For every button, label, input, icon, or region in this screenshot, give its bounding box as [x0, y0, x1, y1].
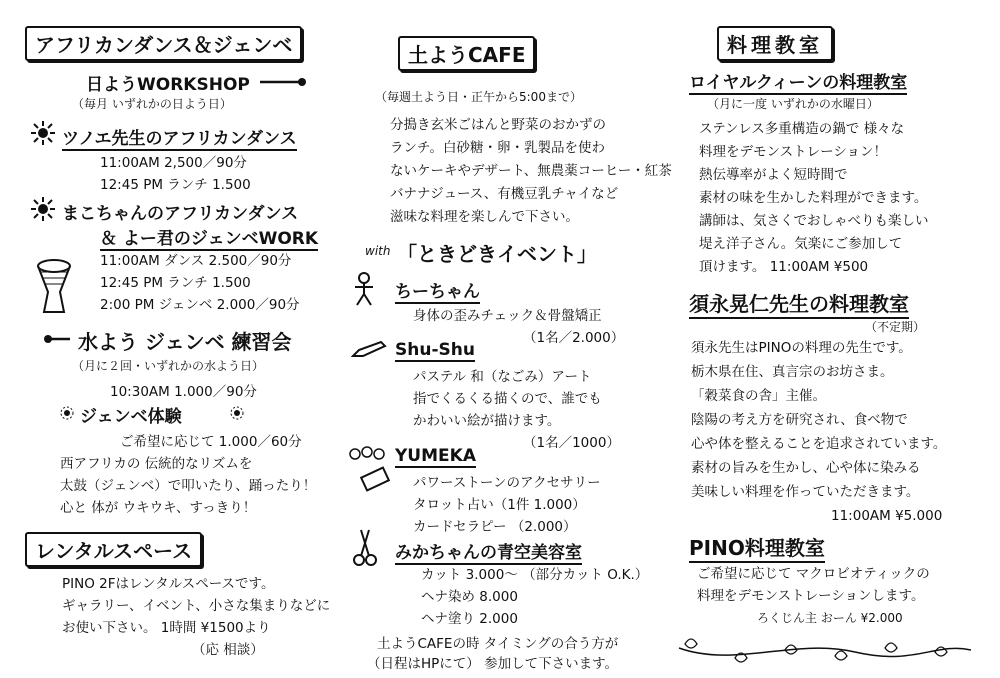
cafe-desc-line: バナナジュース、有機豆乳チャイなど	[390, 186, 619, 202]
sun-icon	[30, 120, 56, 146]
cafe-note: （毎週土よう日・正午から5:00まで）	[375, 90, 582, 104]
arrow-icon	[258, 72, 308, 92]
scissors-icon	[353, 528, 377, 568]
cafe-desc-line: ランチ。白砂糖・卵・乳製品を使わ	[390, 140, 606, 156]
event3-row: パワーストーンのアクセサリー	[413, 475, 601, 491]
royal-row: ステンレス多重構造の鍋で 様々な	[699, 121, 905, 137]
cafe-desc-line: ないケーキやデザート、無農薬コーヒー・紅茶	[390, 163, 672, 179]
stones-icon	[349, 446, 393, 498]
event2-row: 指でくるくる描くので、誰でも	[413, 391, 602, 407]
event4-title: みかちゃんの青空美容室	[395, 538, 582, 565]
practice-note: （月に２回・いずれかの水よう日）	[72, 359, 265, 373]
sunaga-row: 須永先生はPINOの料理の先生です。	[691, 340, 912, 356]
practice-row: 10:30AM 1.000／90分	[110, 384, 257, 400]
royal-row: 頂けます。 11:00AM ¥500	[699, 259, 869, 275]
flower-icon	[230, 406, 244, 420]
sunaga-row: 陰陽の考え方を研究され、食べ物で	[691, 412, 908, 428]
column-cooking-class	[665, 0, 1000, 678]
workshop-note: （毎月 いずれかの日よう日）	[72, 97, 232, 111]
experience-row: ご希望に応じて 1.000／60分	[120, 434, 302, 450]
sunaga-row: 「穀菜食の舎」主催。	[691, 388, 826, 404]
event4-row: ヘナ塗り 2.000	[421, 611, 518, 627]
event-title: 「ときどきイベント」	[397, 242, 597, 266]
sec1-row: 11:00AM 2,500／90分	[100, 155, 247, 171]
event3-row: カードセラピー （2.000）	[413, 519, 577, 535]
cafe-desc	[390, 114, 672, 229]
event3-rows	[413, 472, 601, 538]
event2-row: パステル 和（なごみ）アート	[413, 369, 592, 385]
cafe-title: 土ようCAFE	[398, 36, 535, 71]
sec2-row: 12:45 PM ランチ 1.500	[100, 275, 251, 291]
sec2-row: 11:00AM ダンス 2.500／90分	[100, 253, 292, 269]
djembe-icon	[32, 258, 76, 316]
experience-row: 太鼓（ジェンベ）で叩いたり、踊ったり！	[60, 478, 317, 494]
sec1-rows	[100, 152, 251, 196]
with-label: with	[365, 244, 391, 258]
sec2-title-2: ＆ よー君のジェンベWORK	[100, 224, 318, 251]
vine-decoration-icon	[675, 628, 975, 668]
pino-title: PINO料理教室	[689, 532, 825, 563]
royal-note: （月に一度 いずれかの水曜日）	[707, 97, 879, 111]
event3-row: タロット占い（1件 1.000）	[413, 497, 586, 513]
royal-row: 熱伝導率がよく短時間で	[699, 167, 848, 183]
event4-row: ヘナ染め 8.000	[421, 589, 518, 605]
rental-row: お使い下さい。 1時間 ¥1500より	[62, 620, 271, 636]
event3-title: YUMEKA	[395, 446, 476, 466]
sec2-rows	[100, 250, 300, 316]
pino-row: 料理をデモンストレーションします。	[697, 588, 925, 604]
cafe-desc-line: 滋味な料理を楽しんで下さい。	[390, 209, 579, 225]
experience-row: 心と 体が ウキウキ、すっきり！	[60, 500, 257, 516]
cafe-footer-line: 土ようCAFEの時 タイミングの合う方が	[377, 636, 619, 652]
cafe-footer-line: （日程はHPにて） 参加して下さいます。	[367, 656, 619, 672]
rental-row: ギャラリー、イベント、小さな集まりなどに	[62, 598, 331, 614]
sunaga-rows	[691, 336, 946, 528]
cafe-footer	[367, 634, 618, 674]
sunaga-row: 美味しい料理を作っていただきます。	[691, 484, 920, 500]
column-african-dance	[0, 0, 335, 678]
event4-row: カット 3.000〜 （部分カット O.K.）	[421, 567, 649, 583]
cafe-desc-line: 分搗き玄米ごはんと野菜のおかずの	[390, 117, 606, 133]
experience-row: 西アフリカの 伝統的なリズムを	[60, 456, 253, 472]
sec2-row: 2:00 PM ジェンベ 2.000／90分	[100, 297, 300, 313]
workshop-heading: 日ようWORKSHOP	[86, 75, 250, 95]
pino-row: ご希望に応じて マクロビオティックの	[697, 566, 930, 582]
sunaga-row: 素材の旨みを生かし、心や体に染みる	[691, 460, 921, 476]
column-saturday-cafe	[335, 0, 672, 678]
bullet-dot-icon	[42, 332, 72, 346]
royal-row: 料理をデモンストレーション！	[699, 144, 888, 160]
event1-price: （1名／2.000）	[523, 330, 625, 346]
african-dance-title: アフリカンダンス＆ジェンベ	[25, 26, 302, 61]
rental-row: （応 相談）	[192, 642, 264, 658]
royal-row: 素材の味を生かした料理ができます。	[699, 190, 928, 206]
event2-rows	[413, 366, 620, 454]
sunaga-row: 栃木県在住、真言宗のお坊さま。	[691, 364, 894, 380]
pino-row: ろくじん主 おーん ¥2.000	[757, 611, 903, 625]
sec1-title: ツノエ先生のアフリカンダンス	[62, 124, 297, 151]
experience-title: ジェンベ体験	[80, 407, 182, 427]
sec2-title-1: まこちゃんのアフリカンダンス	[62, 204, 299, 224]
person-icon	[351, 272, 377, 306]
royal-row: 堤え洋子さん。気楽にご参加して	[699, 236, 903, 252]
royal-row: 講師は、気さくでおしゃべりも楽しい	[699, 213, 929, 229]
practice-title: 水よう ジェンベ 練習会	[78, 330, 292, 354]
rental-title: レンタルスペース	[25, 532, 202, 567]
sec1-row: 12:45 PM ランチ 1.500	[100, 177, 251, 193]
sunaga-row: 11:00AM ¥5.000	[831, 508, 943, 524]
event2-row: かわいい絵が描けます。	[413, 413, 561, 429]
sunaga-title: 須永晃仁先生の料理教室	[689, 288, 909, 319]
royal-rows	[699, 118, 929, 279]
sunaga-note: （不定期）	[865, 320, 926, 334]
event4-rows	[421, 564, 648, 630]
experience-rows	[60, 431, 316, 519]
sun-icon	[30, 196, 56, 222]
event1-row: 身体の歪みチェック＆骨盤矯正	[413, 308, 602, 324]
sunaga-row: 心や体を整えることを追求されています。	[691, 436, 947, 452]
event2-row: （1名／1000）	[523, 435, 620, 451]
flower-icon	[60, 406, 74, 420]
rental-row: PINO 2Fはレンタルスペースです。	[62, 576, 275, 592]
event1-title: ちーちゃん	[395, 277, 480, 304]
event2-title: Shu-Shu	[395, 340, 475, 360]
pencil-icon	[351, 340, 387, 360]
cooking-title: 料理教室	[717, 26, 833, 61]
pino-rows	[697, 563, 930, 629]
royal-title: ロイヤルクィーンの料理教室	[689, 68, 907, 95]
rental-rows	[62, 573, 330, 661]
